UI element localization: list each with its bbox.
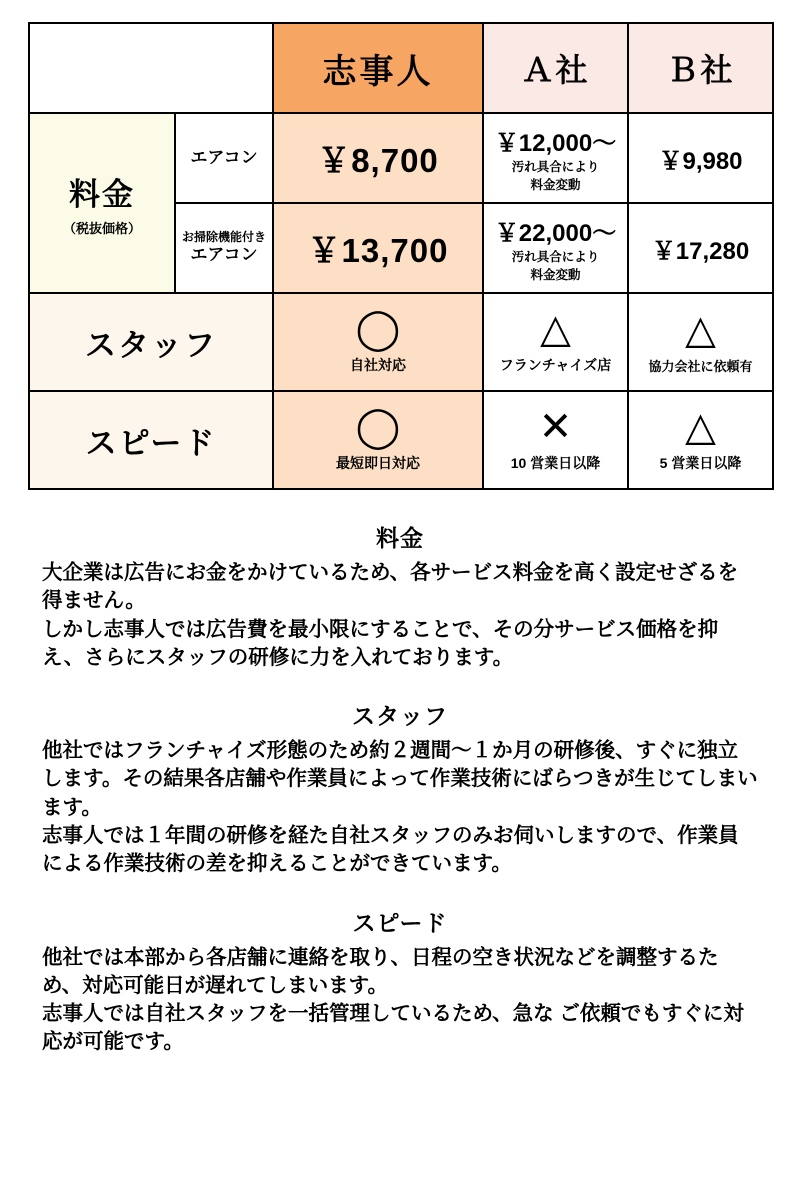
- section-speed: [42, 905, 758, 1057]
- section-staff: [42, 698, 758, 878]
- row-sublabel-aircon: エアコン: [175, 113, 273, 203]
- triangle-icon: △: [685, 307, 716, 352]
- section-staff-line-1: 他社ではフランチャイズ形態のため約２週間〜１か月の研修後、すぐに独立します。その結果各店舗や作業員によって作業技術にばらつきが生じてしまいます。: [42, 739, 758, 819]
- company-b-staff-rating: [628, 293, 773, 391]
- company-a-price-selfclean: [483, 203, 628, 293]
- own-speed-note: 最短即日対応: [336, 455, 420, 471]
- triangle-icon: △: [685, 405, 716, 449]
- own-price-selfclean: ￥13,700: [273, 203, 483, 293]
- company-b-price-selfclean: [628, 203, 773, 293]
- company-a-price-note-1: 汚れ具合により: [511, 159, 600, 174]
- company-b-price-main: ￥9,980: [658, 147, 743, 175]
- section-body-price: [42, 559, 758, 672]
- comparison-table-container: [0, 0, 800, 490]
- own-staff-rating: [273, 293, 483, 391]
- company-a-price-note-4: 料金変動: [530, 267, 581, 282]
- row-label-staff: スタッフ: [29, 293, 273, 391]
- company-a-price-main-2: ￥22,000〜: [494, 219, 617, 247]
- section-price-line-1: 大企業は広告にお金をかけているため、各サービス料金を高く設定せざるを得ません。: [42, 561, 739, 613]
- company-a-staff-rating: [483, 293, 628, 391]
- circle-icon: ◯: [355, 307, 401, 351]
- company-a-price-note-2: 料金変動: [530, 177, 581, 192]
- circle-icon: ◯: [355, 405, 401, 449]
- table-row: [29, 293, 773, 391]
- company-a-price-aircon: [483, 113, 628, 203]
- section-price: [42, 520, 758, 672]
- section-title-speed: スピード: [352, 909, 448, 936]
- table-row: [29, 391, 773, 489]
- header-own-company: 志事人: [273, 23, 483, 113]
- section-speed-line-1: 他社では本部から各店舗に連絡を取り、日程の空き状況などを調整するため、対応可能日が遅れてしまいます。: [42, 945, 719, 997]
- company-b-price-aircon: [628, 113, 773, 203]
- own-price-aircon: ￥8,700: [273, 113, 483, 203]
- section-price-line-2: しかし志事人では広告費を最小限にすることで、その分サービス価格を抑え、さらにスタッフの研修に力を入れております。: [42, 617, 719, 669]
- triangle-icon: △: [540, 307, 571, 351]
- section-body-speed: [42, 944, 758, 1057]
- table-row: [29, 113, 773, 203]
- sublabel-selfclean-top: お掃除機能付き: [181, 230, 266, 245]
- comparison-table: [28, 22, 774, 490]
- section-body-staff: [42, 737, 758, 878]
- section-title-staff: スタッフ: [352, 703, 448, 730]
- company-a-speed-rating: [483, 391, 628, 489]
- company-a-price-note-3: 汚れ具合により: [511, 249, 600, 264]
- header-company-a: Ａ社: [483, 23, 628, 113]
- row-label-speed: スピード: [29, 391, 273, 489]
- section-speed-line-2: 志事人では自社スタッフを一括管理しているため、急な ご依頼でもすぐに対応が可能です。: [42, 1002, 744, 1054]
- company-b-speed-note: 5 営業日以降: [659, 455, 742, 471]
- header-blank-cell: [29, 23, 273, 113]
- company-a-speed-note: 10 営業日以降: [510, 455, 601, 471]
- price-label-sub: （税抜価格）: [62, 221, 141, 236]
- header-company-b: Ｂ社: [628, 23, 773, 113]
- company-b-price-main-2: ￥17,280: [651, 237, 750, 265]
- cross-icon: ✕: [538, 405, 573, 449]
- table-header-row: [29, 23, 773, 113]
- section-title-price: 料金: [376, 525, 424, 551]
- explanation-sections: [0, 490, 800, 1057]
- row-sublabel-selfclean-aircon: [175, 203, 273, 293]
- own-speed-rating: [273, 391, 483, 489]
- row-group-label-price: [29, 113, 175, 293]
- section-staff-line-2: 志事人では１年間の研修を経た自社スタッフのみお伺いしますので、作業員による作業技術の差を抑えることができています。: [42, 823, 739, 876]
- company-a-price-main: ￥12,000〜: [494, 129, 617, 157]
- company-a-staff-note: フランチャイズ店: [499, 357, 612, 373]
- price-label-main: 料金: [69, 177, 135, 212]
- company-b-staff-note: 協力会社に依頼有: [648, 358, 753, 374]
- company-b-speed-rating: [628, 391, 773, 489]
- own-staff-note: 自社対応: [350, 357, 406, 373]
- sublabel-selfclean-main: エアコン: [190, 245, 258, 265]
